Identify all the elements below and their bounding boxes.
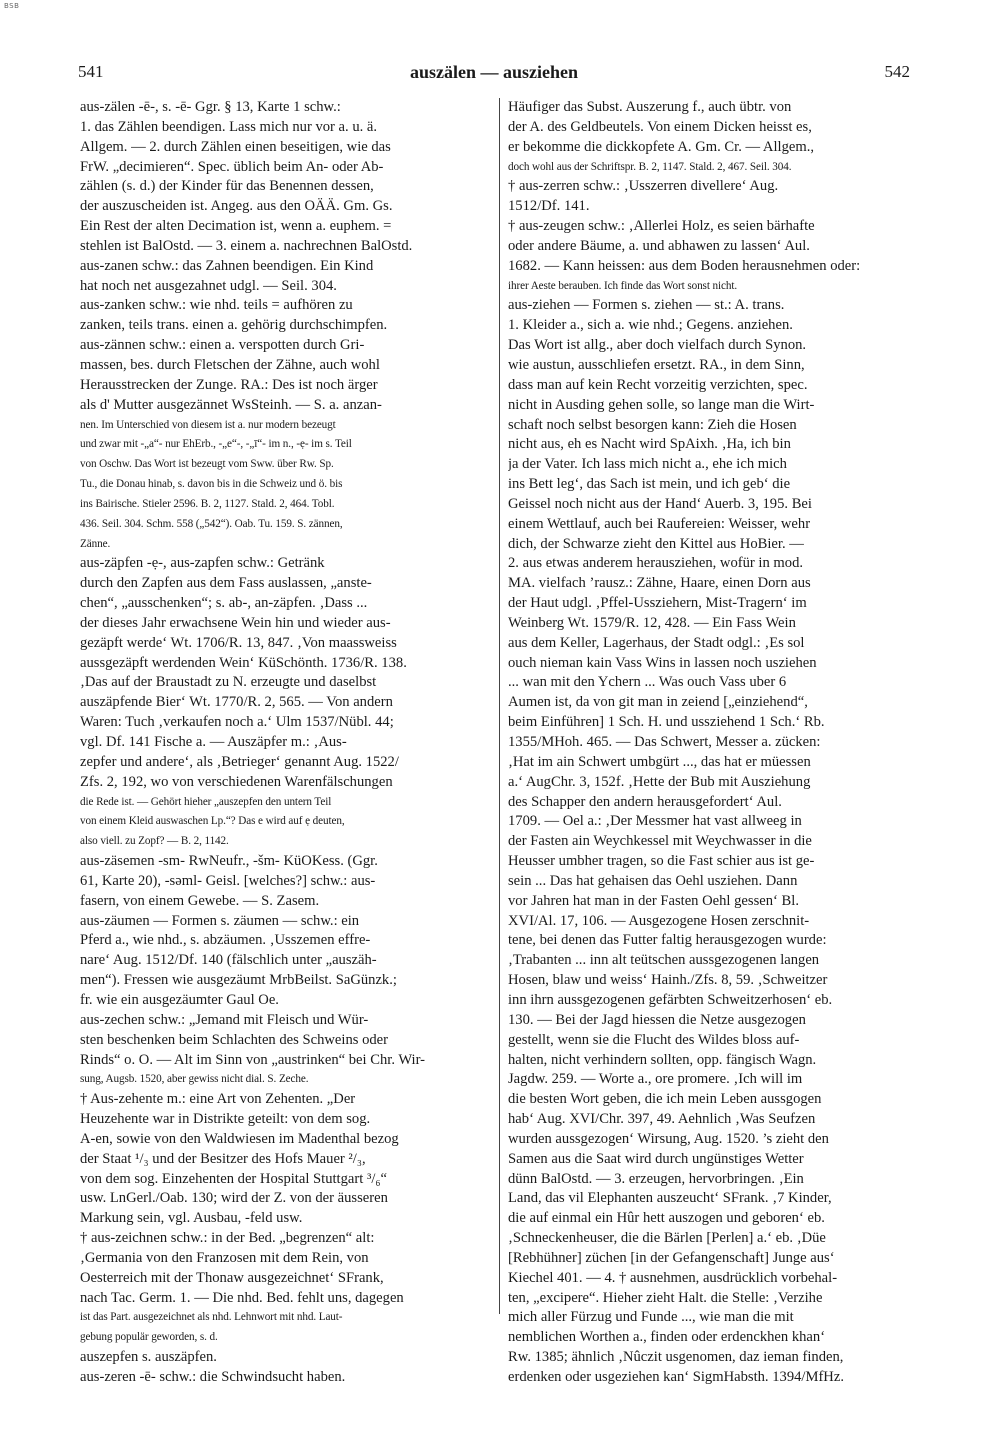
- text-line: 1. Kleider a., sich a. wie nhd.; Gegens. anziehen.: [508, 317, 793, 334]
- text-line: Aumen ist, da von git man in zeiend [„einziehend“,: [508, 694, 808, 711]
- left-column: [80, 98, 492, 1388]
- text-line: wurden aussgezogen‘ Wirsung, Aug. 1520. ’s zieht den: [508, 1130, 829, 1147]
- text-line: nicht in Ausding gehen solle, so lange man die Wirt-: [508, 396, 815, 413]
- text-line: [Rebhühner] züchen [in der Gefangenschaft] Junge aus‘: [508, 1249, 835, 1266]
- text-line: Markung sein, vgl. Ausbau, -feld usw.: [80, 1210, 303, 1227]
- text-line: ten, „excipere“. Hieher zieht Halt. die Stelle: ‚Verzihe: [508, 1289, 823, 1306]
- text-line: gebung populär geworden, s. d.: [80, 1331, 218, 1344]
- text-line: ja der Vater. Ich lass mich nicht a., ehe ich mich: [508, 456, 787, 473]
- text-line: nemblichen Worthen a., finden oder erdenckhen khan‘: [508, 1329, 826, 1346]
- text-line: Zänne.: [80, 537, 111, 550]
- text-line: 436. Seil. 304. Schm. 558 („542“). Oab. Tu. 159. S. zännen,: [80, 517, 343, 530]
- page-number-right: 542: [884, 62, 910, 81]
- library-stamp: BSB: [4, 2, 20, 10]
- text-line: aussgezäpft werdenden Wein‘ KüSchönth. 1736/R. 138.: [80, 654, 407, 671]
- text-line: aus-zälen -ē-, s. -ē- Ggr. § 13, Karte 1 schw.:: [80, 99, 341, 115]
- text-line: XVI/Al. 17, 106. — Ausgezogene Hosen zerschnit-: [508, 912, 810, 929]
- text-line: des Schapper den andern herausgefordert‘ Aul.: [508, 793, 782, 810]
- text-line: dünn BalOstd. — 3. erzeugen, hervorbringen. ‚Ein: [508, 1170, 804, 1187]
- text-line: Oesterreich mit der Thonaw ausgezeichnet‘ SFrank,: [80, 1269, 384, 1286]
- text-line: Tu., die Donau hinab, s. davon bis in die Schweiz und ö. bis: [80, 478, 343, 491]
- text-line: durch den Zapfen aus dem Fass auslassen, „anste-: [80, 575, 372, 592]
- text-line: der Staat ¹/₃ und der Besitzer des Hofs Mauer ²/₃,: [80, 1150, 366, 1167]
- right-column: [508, 98, 910, 1388]
- text-line: 1682. — Kann heissen: aus dem Boden herausnehmen oder:: [508, 257, 861, 274]
- text-line: ‚Das auf der Braustadt zu N. erzeugte und daselbst: [80, 674, 377, 691]
- text-line: Weinberg Wt. 1579/R. 12, 428. — Ein Fass Wein: [508, 614, 796, 631]
- text-line: zanken, teils trans. einen a. gehörig durchschimpfen.: [80, 317, 388, 334]
- text-line: einem Wettlauf, auch bei Raufereien: Weisser, wehr: [508, 515, 811, 532]
- text-line: aus-zännen schw.: einen a. verspotten durch Gri-: [80, 337, 365, 354]
- text-line: nicht aus, eh es Nacht wird SpAixh. ‚Ha, ich bin: [508, 436, 791, 453]
- text-line: der A. des Geldbeutels. Von einem Dicken heisst es,: [508, 118, 812, 135]
- text-line: sein ... Das hat gehaisen das Oehl usziehen. Dann: [508, 872, 798, 889]
- text-line: Heuzehente war in Distrikte geteilt: von dem sog.: [80, 1111, 371, 1128]
- text-line: aus-zäsemen -sm- RwNeufr., -šm- KüOKess. (Ggr.: [80, 853, 378, 870]
- text-line: ihrer Aeste berauben. Ich finde das Wort sonst nicht.: [508, 279, 738, 292]
- text-line: Allgem. — 2. durch Zählen einen beseitigen, wie das: [80, 138, 391, 155]
- text-line: sung, Augsb. 1520, aber gewiss nicht dial. S. Zeche.: [80, 1073, 309, 1086]
- text-line: gezäpft werde‘ Wt. 1706/R. 13, 847. ‚Von maassweiss: [80, 634, 397, 651]
- text-line: beim Einführen] 1 Sch. H. und ussziehend 1 Sch.‘ Rb.: [508, 714, 825, 731]
- text-line: usw. LnGerl./Oab. 130; wird der Z. von der äusseren: [80, 1190, 388, 1207]
- text-line: † aus-zerren schw.: ‚Usszerren divellere‘ Aug.: [508, 178, 779, 195]
- text-line: MA. vielfach ’rausz.: Zähne, Haare, einen Dorn aus: [508, 575, 811, 592]
- text-line: Häufiger das Subst. Auszerung f., auch übtr. von: [508, 99, 792, 115]
- text-line: 2. aus etwas anderem herausziehen, wofür in mod.: [508, 555, 804, 572]
- text-line: Pferd a., wie nhd., s. abzäumen. ‚Usszemen effre-: [80, 932, 371, 949]
- text-line: nare‘ Aug. 1512/Df. 140 (fälschlich unter „auszäh-: [80, 952, 377, 969]
- column-divider: [499, 98, 500, 1314]
- running-title: auszälen — ausziehen: [409, 62, 578, 82]
- text-line: ins Bett leg‘, das Sach ist mein, und ich geb‘ die: [508, 476, 791, 493]
- text-line: aus-zäumen — Formen s. zäumen — schw.: ein: [80, 912, 360, 929]
- text-line: von dem sog. Einzehenten der Hospital Stuttgart ³/₆“: [80, 1170, 387, 1187]
- text-line: † aus-zeugen schw.: ‚Allerlei Holz, es seien bärhafte: [508, 218, 815, 235]
- text-line: hab‘ Aug. XVI/Chr. 397, 49. Aehnlich ‚Was Seufzen: [508, 1111, 816, 1128]
- text-line: ‚Trabanten ... inn alt teütschen aussgezogenen langen: [508, 952, 820, 969]
- text-line: dass man auf kein Recht vorzeitig verzichten, spec.: [508, 376, 808, 393]
- text-line: † aus-zeichnen schw.: in der Bed. „begrenzen“ alt:: [80, 1230, 375, 1247]
- text-line: nen. Im Unterschied von diesem ist a. nur modern bezeugt: [80, 418, 336, 431]
- text-line: vor Jahren hat man in der Fasten Oehl gessen‘ Bl.: [508, 892, 799, 909]
- text-line: aus-zechen schw.: „Jemand mit Fleisch und Wür-: [80, 1011, 369, 1028]
- text-line: Rw. 1385; ähnlich ‚Nûczit usgenomen, daz ieman finden,: [508, 1349, 844, 1366]
- text-line: aus-zeren -ē- schw.: die Schwindsucht haben.: [80, 1369, 346, 1385]
- text-line: sten beschenken beim Schlachten des Schweins oder: [80, 1031, 389, 1048]
- text-line: erdenken oder usgeziehen kan‘ SigmHabsth. 1394/MfHz.: [508, 1369, 844, 1385]
- text-line: der dieses Jahr erwachsene Wein hin und wieder aus-: [80, 614, 391, 631]
- text-line: der Fasten ain Weychkessel mit Weychwasser in die: [508, 833, 812, 850]
- text-line: der Haut udgl. ‚Pffel-Ussziehern, Mist-Tragern‘ im: [508, 595, 807, 612]
- text-line: als d' Mutter ausgezännet WsSteinh. — S. a. anzan-: [80, 396, 382, 413]
- text-line: von Oschw. Das Wort ist bezeugt vom Sww. über Rw. Sp.: [80, 458, 334, 471]
- text-line: ins Bairische. Stieler 2596. B. 2, 1127. Stald. 2, 464. Tobl.: [80, 497, 335, 510]
- text-line: schaft noch selbst besorgen kann: Zieh die Hosen: [508, 416, 797, 433]
- text-line: Das Wort ist allg., aber doch vielfach durch Synon.: [508, 337, 807, 354]
- text-line: Rinds“ o. O. — Alt im Sinn von „austrinken“ bei Chr. Wir-: [80, 1051, 426, 1068]
- text-line: ‚Germania von den Franzosen mit dem Rein, von: [80, 1249, 369, 1266]
- text-line: fr. wie ein ausgezäumter Gaul Oe.: [80, 991, 279, 1008]
- text-line: er bekomme die dickkopfete A. Gm. Cr. — Allgem.,: [508, 138, 815, 155]
- text-line: Herausstrecken der Zunge. RA.: Des ist noch ärger: [80, 376, 378, 393]
- text-line: hat noch net ausgezahnet udgl. — Seil. 304.: [80, 277, 337, 294]
- text-line: Kiechel 401. — 4. † ausnehmen, ausdrücklich vorbehal-: [508, 1269, 838, 1286]
- text-line: FrW. „decimieren“. Spec. üblich beim An- oder Ab-: [80, 158, 384, 175]
- text-line: zählen (s. d.) der Kinder für das Benennen dessen,: [80, 178, 374, 195]
- text-line: men“). Fressen wie ausgezäumt MrbBeilst. SaGünzk.;: [80, 972, 397, 989]
- text-line: die besten Wort geben, die ich mein Leben aussgogen: [508, 1091, 822, 1108]
- text-line: Hosen, blaw und weiss‘ Hainh./Zfs. 8, 59. ‚Schweitzer: [508, 972, 828, 989]
- text-line: a.‘ AugChr. 3, 152f. ‚Hette der Bub mit Ausziehung: [508, 773, 811, 790]
- text-line: Ein Rest der alten Decimation ist, wenn a. euphem. =: [80, 218, 392, 235]
- text-line: 130. — Bei der Jagd hiessen die Netze ausgezogen: [508, 1011, 806, 1028]
- text-line: 1512/Df. 141.: [508, 198, 590, 215]
- text-line: aus-zanken schw.: wie nhd. teils = aufhören zu: [80, 297, 353, 314]
- text-line: ‚Schneckenheuser, die die Bärlen [Perlen] a.‘ eb. ‚Düe: [508, 1230, 826, 1247]
- text-line: Zfs. 2, 192, wo von verschiedenen Warenfälschungen: [80, 773, 393, 790]
- text-line: massen, bes. durch Fletschen der Zähne, auch wohl: [80, 356, 380, 373]
- text-line: 1. das Zählen beendigen. Lass mich nur vor a. u. ä.: [80, 118, 378, 135]
- text-line: aus-zäpfen -ẹ-, aus-zapfen schw.: Getränk: [80, 555, 325, 572]
- text-line: Heusser umbher tragen, so die Fast schier aus ist ge-: [508, 853, 815, 870]
- text-line: 1355/MHoh. 465. — Das Schwert, Messer a. zücken:: [508, 734, 821, 750]
- text-line: A-en, sowie von den Waldwiesen im Madenthal bezog: [80, 1130, 399, 1147]
- text-line: Waren: Tuch ‚verkaufen noch a.‘ Ulm 1537/Nübl. 44;: [80, 714, 394, 731]
- text-line: aus-ziehen — Formen s. ziehen — st.: A. trans.: [508, 297, 785, 314]
- text-line: wie austun, ausschliefen ersetzt. RA., in dem Sinn,: [508, 356, 805, 373]
- text-line: ist das Part. ausgezeichnet als nhd. Lehnwort mit nhd. Laut-: [80, 1311, 343, 1324]
- text-line: stehlen ist BalOstd. — 3. einem a. nachrechnen BalOstd.: [80, 237, 413, 254]
- text-line: Jagdw. 259. — Worte a., ore promere. ‚Ich will im: [508, 1071, 803, 1088]
- text-line: ... wan mit den Ychern ... Was ouch Vass uber 6: [508, 674, 787, 691]
- text-line: Land, das vil Elephanten auszeucht‘ SFrank. ‚7 Kinder,: [508, 1190, 832, 1207]
- text-line: 1709. — Oel a.: ‚Der Messmer hat vast allweeg in: [508, 813, 802, 830]
- text-line: auszepfen s. auszäpfen.: [80, 1349, 217, 1366]
- text-line: fasern, von einem Gewebe. — S. Zasem.: [80, 892, 320, 909]
- text-line: inn ihrn aussgezogenen gefärbten Schweitzerhosen‘ eb.: [508, 991, 833, 1008]
- text-line: die auf einmal ein Hûr hett auszogen und geboren‘ eb.: [508, 1210, 825, 1227]
- text-line: doch wohl aus der Schriftspr. B. 2, 1147. Stald. 2, 467. Seil. 304.: [508, 160, 792, 173]
- text-line: auszäpfende Bier‘ Wt. 1770/R. 2, 565. — Von andern: [80, 694, 393, 711]
- text-line: die Rede ist. — Gehört hieher „auszepfen den untern Teil: [80, 795, 332, 808]
- text-line: oder andere Bäume, a. und abhawen zu lassen‘ Aul.: [508, 237, 810, 254]
- text-line: ouch nieman kain Vass Wins in lassen noch usziehen: [508, 654, 817, 671]
- text-line: Samen aus die Saat wird durch ungünstiges Wetter: [508, 1150, 804, 1167]
- text-line: zepfer und andere‘, als ‚Betrieger‘ genannt Aug. 1522/: [80, 753, 399, 770]
- text-line: gestellt, wenn sie die Flucht des Wildes bloss auf-: [508, 1031, 800, 1048]
- text-line: tene, bei denen das Futter faltig herausgezogen wurde:: [508, 932, 827, 949]
- running-header: [78, 62, 910, 90]
- text-line: der auszuscheiden ist. Angeg. aus den OÄÄ. Gm. Gs.: [80, 198, 393, 215]
- text-line: Geissel noch nicht aus der Hand‘ Auerb. 3, 195. Bei: [508, 495, 812, 512]
- text-line: aus dem Keller, Lagerhaus, der Stadt odgl.: ‚Es sol: [508, 634, 805, 651]
- text-line: halten, nicht verhindern sollten, opp. fängisch Wagn.: [508, 1051, 817, 1068]
- text-line: nach Tac. Germ. 1. — Die nhd. Bed. fehlt uns, dagegen: [80, 1289, 404, 1306]
- text-line: chen“, „ausschenken“; s. ab-, an-zäpfen. ‚Dass ...: [80, 595, 368, 612]
- text-line: † Aus-zehente m.: eine Art von Zehenten. „Der: [80, 1091, 356, 1108]
- text-line: dich, der Schwarze zieht den Kittel aus HoBier. —: [508, 535, 804, 552]
- text-line: also viell. zu Zopf? — B. 2, 1142.: [80, 835, 229, 848]
- text-line: 61, Karte 20), -səml- Geisl. [welches?] schw.: aus-: [80, 872, 376, 889]
- text-line: aus-zanen schw.: das Zahnen beendigen. Ein Kind: [80, 257, 374, 274]
- text-line: mich aller Fürzug und Funde ..., wie man die mit: [508, 1309, 794, 1326]
- text-line: von einem Kleid auswaschen Lp.“? Das e wird auf ẹ deuten,: [80, 815, 345, 828]
- page-number-left: 541: [78, 62, 104, 81]
- text-line: ‚Hat im ain Schwert umbgürt ..., das hat er müessen: [508, 753, 811, 770]
- text-line: und zwar mit -„a“- nur EhErb., -„e“-, -„ī“- im n., -ẹ- im s. Teil: [80, 438, 352, 451]
- text-line: vgl. Df. 141 Fische a. — Auszäpfer m.: ‚Aus-: [80, 734, 347, 750]
